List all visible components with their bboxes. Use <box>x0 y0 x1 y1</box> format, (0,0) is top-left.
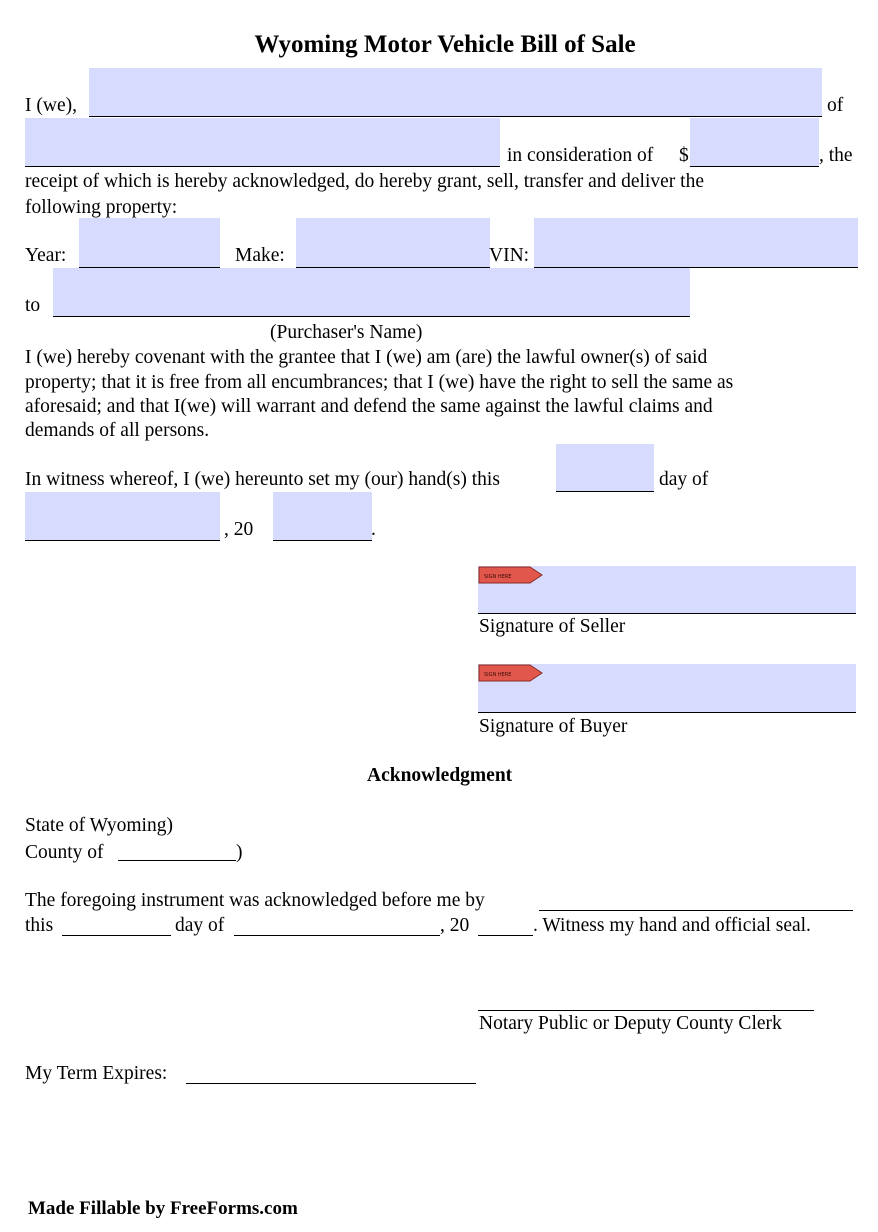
buyer-signature-label: Signature of Buyer <box>479 716 628 737</box>
term-expires-blank <box>186 1083 476 1084</box>
price-field[interactable] <box>690 118 819 167</box>
sign-here-flag-icon <box>478 566 544 584</box>
witness-text: In witness whereof, I (we) hereunto set my (our) hand(s) this <box>25 469 500 490</box>
make-label: Make: <box>235 245 285 266</box>
make-field[interactable] <box>296 218 490 268</box>
notary-signature-line <box>478 1010 814 1011</box>
seller-name-field[interactable] <box>89 68 822 117</box>
witness-year-field[interactable] <box>273 492 372 541</box>
page-title: Wyoming Motor Vehicle Bill of Sale <box>254 31 636 58</box>
following-property-text: following property: <box>25 197 178 218</box>
to-label: to <box>25 295 41 316</box>
seller-signature-label: Signature of Seller <box>479 616 626 637</box>
notary-label: Notary Public or Deputy County Clerk <box>479 1013 782 1034</box>
receipt-text: receipt of which is hereby acknowledged, do hereby grant, sell, transfer and deliver the <box>25 171 704 192</box>
year-label: Year: <box>25 245 67 266</box>
witness-month-field[interactable] <box>25 492 220 541</box>
acknowledged-by-blank <box>539 910 853 911</box>
ack-month-blank <box>234 935 440 936</box>
vin-label: VIN: <box>489 245 530 266</box>
covenant-line: demands of all persons. <box>25 420 210 441</box>
sign-here-label: SIGN HERE <box>484 672 512 678</box>
ack-day-blank <box>62 935 171 936</box>
covenant-line: I (we) hereby covenant with the grantee that I (we) am (are) the lawful owner(s) of said <box>25 347 708 368</box>
vin-field[interactable] <box>534 218 858 268</box>
purchaser-caption: (Purchaser's Name) <box>270 322 423 343</box>
the-label: , the <box>819 145 853 166</box>
witness-seal-text: . Witness my hand and official seal. <box>533 915 811 936</box>
county-blank <box>118 860 236 861</box>
term-expires-label: My Term Expires: <box>25 1063 168 1084</box>
acknowledgment-heading: Acknowledgment <box>367 765 513 786</box>
ack-year-prefix: , 20 <box>440 915 470 936</box>
ack-year-blank <box>478 935 533 936</box>
sign-here-flag-icon <box>478 664 544 682</box>
grantor-label: I (we), <box>25 95 77 116</box>
dollar-sign: $ <box>679 145 689 166</box>
day-of-label: day of <box>659 469 709 490</box>
covenant-line: aforesaid; and that I(we) will warrant and defend the same against the lawful claims and <box>25 396 713 417</box>
year-field[interactable] <box>79 218 220 268</box>
foregoing-text: The foregoing instrument was acknowledged before me by <box>25 890 485 911</box>
footer-credit: Made Fillable by FreeForms.com <box>28 1198 298 1219</box>
period: . <box>371 519 376 540</box>
consideration-label: in consideration of <box>507 145 654 166</box>
covenant-line: property; that it is free from all encumbrances; that I (we) have the right to sell the same as <box>25 372 734 393</box>
county-label: County of <box>25 842 104 863</box>
purchaser-name-field[interactable] <box>53 268 690 317</box>
sign-here-label: SIGN HERE <box>484 574 512 580</box>
of-label: of <box>827 95 844 116</box>
seller-address-field[interactable] <box>25 118 500 167</box>
year-prefix-label: , 20 <box>224 519 254 540</box>
witness-day-field[interactable] <box>556 444 654 492</box>
this-label: this <box>25 915 54 936</box>
state-line: State of Wyoming) <box>25 815 173 836</box>
ack-day-of-label: day of <box>175 915 225 936</box>
county-paren: ) <box>236 842 243 863</box>
